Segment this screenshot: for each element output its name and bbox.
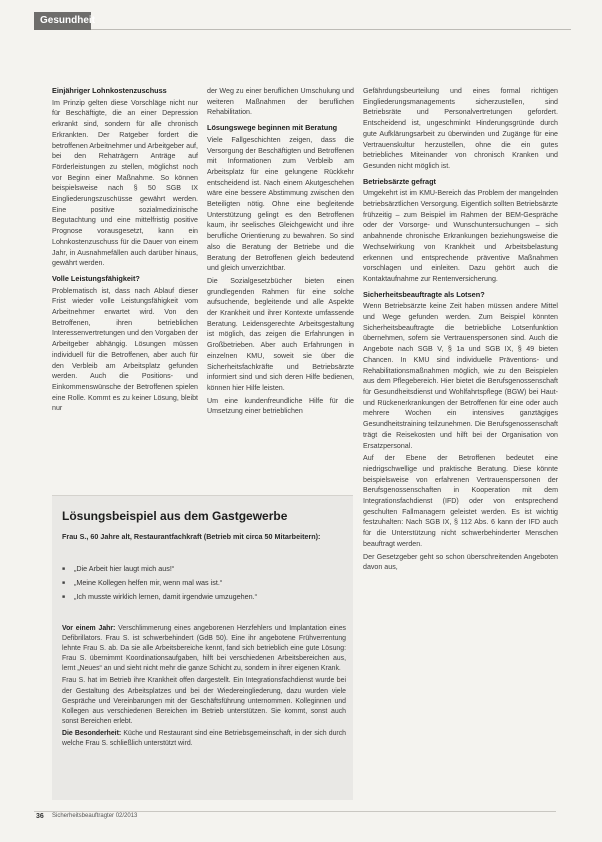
subheading: Sicherheitsbeauftragte als Lotsen? <box>363 289 485 299</box>
quote-list <box>62 562 344 604</box>
footer-rule <box>34 811 556 812</box>
section-tab: Gesundheit <box>34 12 91 30</box>
subheading: Betriebsärzte gefragt <box>363 176 436 186</box>
section-rule <box>91 29 571 30</box>
journal-name: Sicherheitsbeauftragter 02/2013 <box>52 813 138 819</box>
paragraph: Wenn Betriebsärzte keine Zeit haben müssen andere Mittel und Wege gefunden werden. Zum Beispiel könnten Sicherheitsbeauftragte die betriebliche Lotsenfunktion übernehmen, sofern sie Vertrauenspersonen sind. Auch die Angebote nach SGB V, § 1a und SGB IX, § 49 bieten Chancen. In KMU sind individuelle Präventions- und Rehabilitationsmaßnahmen möglich, wie zu den Beispielen aus dem Pflegebereich. Hier bietet die Berufsgenossenschaft für Gesundheitsdienst und Wohlfahrtspflege (BGW) bei Haut- und Rückenerkrankungen der Betroffenen für eine oder auch mehrere Wochen ein intensives ganztägiges Gesundheitstraining teilzunehmen. Die Berufsgenossenschaft trägt die Reisekosten und hilft bei der Organisation von Ersatzpersonal. <box>363 302 558 450</box>
paragraph: Die Sozialgesetzbücher bieten einen grundlegenden Rahmen für eine solche aufsuchende, begleitende und alle Aspekte der Krankheit und ihrer Kontexte umfassende Beratung. Leidensgerechte Arbeitsgestaltung ist möglich, das zeigen die Erfahrungen in Großbetrieben. Aber auch Erfahrungen in einzelnen KMU, soweit sie über die Sicherheitsfachkräfte und Betriebsärzte informiert sind und sich deren Hilfe bedienen, können hier Hilfe leisten. <box>207 276 354 392</box>
quote-item: ■ „Ich musste wirklich lernen, damit irgendwie umzugehen.“ <box>62 590 344 604</box>
paragraph: Problematisch ist, dass nach Ablauf dieser Frist wieder volle Leistungsfähigkeit vom Arbeitnehmer erwartet wird. Von den Betroffenen, ihren betrieblichen Interessenvertretungen und den Vorgaben der Arbeitgeber abhängig. Lösungen müssen individuell für die Betroffenen, aber auch für den Verbleib am Arbeitsplatz gefunden werden. Auch die Positions- und Einkommenswünsche der Betroffenen spielen eine Rolle. Kommt es zu keiner Lösung, bleibt nur <box>52 286 198 413</box>
paragraph: Im Prinzip gelten diese Vorschläge nicht nur für Beschäftigte, die an einer Depression erkrankt sind, sondern für alle chronisch Erkrankten. Der Ratgeber fordert die betroffenen Arbeitnehmer und Arbeitgeber auf, bei den Rehaträgern Anträge auf Förderleistungen zu stellen, möglichst noch vor Beginn einer Maßnahme. So können beispielsweise nach § 50 SGB IX Eingliederungszuschüsse gewährt werden. Eine positive sozialmedizinische Begutachtung und eine mittelfristig positive Prognose vorausgesetzt, kann ein Lohnkostenzuschuss für die Dauer von einem Jahr, in Ausnahmefällen auch darüber hinaus, gewährt werden. <box>52 98 198 268</box>
paragraph-text: Verschlimmerung eines angeborenen Herzfehlers und Implantation eines Defibrillators. Frau S. ist schwerbehindert (GdB 50). Eine ihr angebotene Frühverrentung lehnte Frau S. ab. Da sie alle Arbeitsbereiche kennt, fand sich betrieblich eine gute Lösung: Frau S. übernimmt Koordinationsaufgaben, hilft bei verschiedenen Arbeitsbereichen aus, lernt „Neues“ an und sieht nicht mehr die ganze Schicht zu, sondern in ihrer eigenen Krank. <box>62 625 347 673</box>
paragraph: Gefährdungsbeurteilung und eines formal richtigen Eingliederungsmanagements sicherzustellen, sind Betriebsräte und Personalvertretungen gefordert. Entscheidend ist, ungeschminkt Hinderungsgründe durch gute Aufklärungsarbeit zu überwinden und Zugänge für eine Vertrauenskultur herzustellen, ohne die ein gutes betriebliches Miteinander von chronisch Kranken und Gesunden nicht möglich ist. <box>363 87 558 170</box>
lead-in: Die Besonderheit: <box>62 729 122 737</box>
quote-item: ■ „Die Arbeit hier laugt mich aus!“ <box>62 562 344 576</box>
page-number: 36 <box>36 813 44 820</box>
quote-item: ■ „Meine Kollegen helfen mir, wenn mal was ist.“ <box>62 576 344 590</box>
box-title: Lösungsbeispiel aus dem Gastgewerbe <box>62 509 288 523</box>
box-intro: Frau S., 60 Jahre alt, Restaurantfachkraft (Betrieb mit circa 50 Mitarbeitern): <box>62 532 321 541</box>
box-paragraph <box>62 729 346 749</box>
subheading: Lösungswege beginnen mit Beratung <box>207 123 338 133</box>
paragraph-text: Küche und Restaurant sind eine Betriebsgemeinschaft, in der sich durch welche Frau S. schließlich unterstützt wird. <box>62 729 346 748</box>
column-3 <box>363 86 558 575</box>
paragraph: Umgekehrt ist im KMU-Bereich das Problem der mangelnden betriebsärztlichen Versorgung. Eigentlich sollten Betriebsärzte frühzeitig – zum Beispiel im Rahmen der BEM-Gespräche oder der Vorsorge- und Wunschuntersuchungen – sich anbahnende chronische Erkrankungen beziehungsweise die Wechselwirkung von Krankheit und Arbeitsbelastung erkennen und entsprechende präventive Maßnahmen vorschlagen und einleiten. Dazu gehört auch die Kontaktaufnahme zur Rentenversicherung. <box>363 189 558 283</box>
column-1 <box>52 86 198 416</box>
case-study-box <box>52 495 353 800</box>
box-paragraph <box>62 624 346 674</box>
paragraph: der Weg zu einer beruflichen Umschulung und weiteren Maßnahmen der beruflichen Rehabilitation. <box>207 87 354 117</box>
subheading: Volle Leistungsfähigkeit? <box>52 273 140 283</box>
paragraph: Der Gesetzgeber geht so schon überschreitenden Angeboten davon aus, <box>363 552 558 572</box>
subheading: Einjähriger Lohnkostenzuschuss <box>52 86 167 95</box>
lead-in: Vor einem Jahr: <box>62 625 116 632</box>
box-paragraph: Frau S. hat im Betrieb ihre Krankheit offen dargestellt. Ein Integrationsfachdienst wurde bei der Gestaltung des Arbeitsplatzes und bei der Wiedereingliederung, dazu wurden viele Gespräche und Vereinbarungen mit der Geschäftsführung unternommen. Kolleginnen und Kollegen aus verschiedenen Bereichen im Betrieb unterstützen. Sie kommt, sonst auch sonst Bereichen erlebt. <box>62 677 346 725</box>
box-body <box>62 624 346 751</box>
paragraph: Viele Fallgeschichten zeigen, dass die Versorgung der Beschäftigten und Betroffenen mit Informationen zum Verbleib am Arbeitsplatz für eine gelungene Rückkehr entscheidend ist. Nach einem Akutgeschehen wäre eine bessere Abstimmung zwischen den Beteiligten nötig. Ohne eine begleitende Unterstützung gelingt es den Betroffenen kaum, ihr seelisches Gleichgewicht und ihre berufliche Orientierung zu bewahren. So sind also die Beratung der Betriebe und die Beratung der Betroffenen gleich bedeutend und gleich unverzichtbar. <box>207 135 354 273</box>
paragraph: Auf der Ebene der Betroffenen bedeutet eine niedrigschwellige und praktische Beratung. Diese könnte beispielsweise von erfahrenen Vertrauenspersonen der Berufsgenossenschaften in Kooperation mit dem Integrationsfachdienst (IFD) oder von entsprechend geschulten Fallmanagern geleistet werden. Es ist wichtig festzuhalten: Nach SGB IX, § 112 Abs. 6 kann der IFD auch für die Unterstützung nicht schwerbehinderter Menschen beauftragt werden. <box>363 454 558 548</box>
column-2 <box>207 86 354 419</box>
paragraph: Um eine kundenfreundliche Hilfe für die Umsetzung einer betrieblichen <box>207 396 354 416</box>
